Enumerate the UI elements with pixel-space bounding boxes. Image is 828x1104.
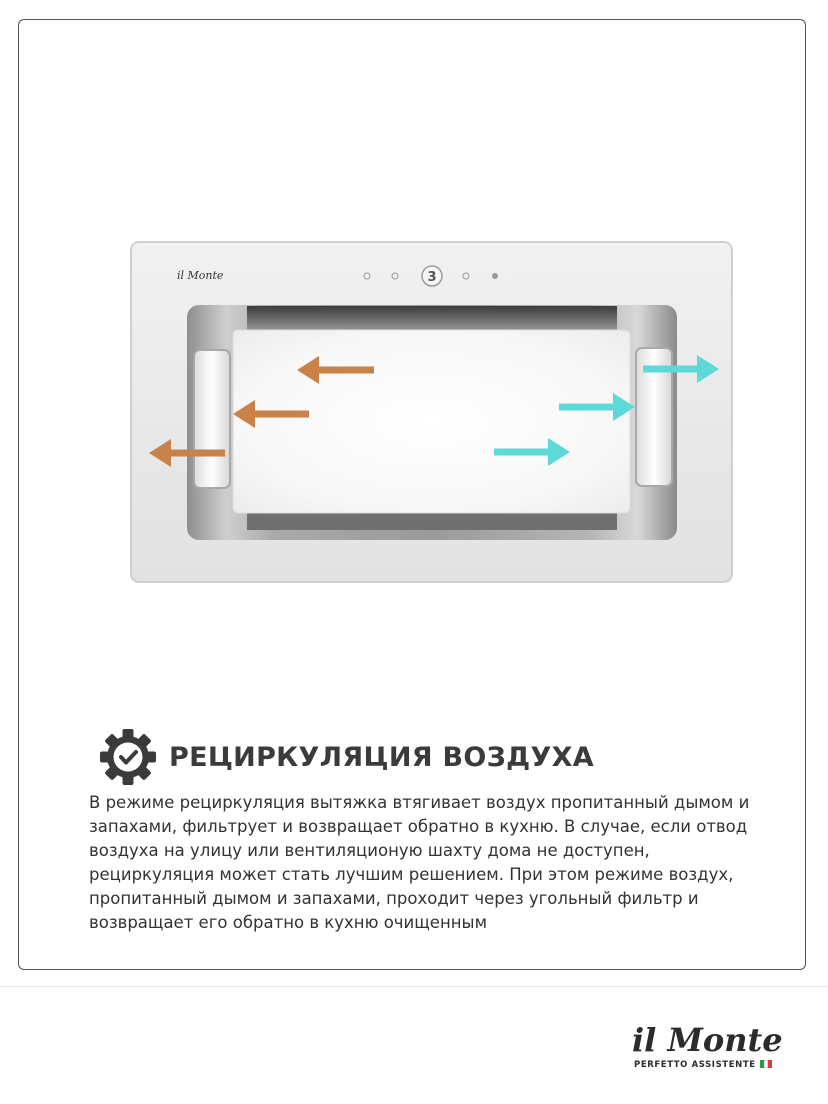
gear-check-icon: [99, 728, 157, 786]
brand-logo-wordmark: il Monte: [632, 1021, 783, 1059]
hood-left-lamp: [194, 350, 230, 488]
feature-description: В режиме рециркуляция вытяжка втягивает воздух пропитанный дымом и запахами, фильтрует и возвращает обратно в кухню. В случае, если отвод воздуха на улицу или вентиляционую шахту дома не доступен, рециркуляция может стать лучшим решением. При этом режиме воздух, пропитанный дымом и запахами, проходит через угольный фильтр и возвращает его обратно в кухню очищенным: [89, 793, 750, 932]
brand-tagline: PERFETTO ASSISTENTE: [634, 1060, 756, 1070]
hood-fan-slot: [247, 306, 617, 332]
hood-fan-slot-bottom: [247, 512, 617, 530]
hood-display-digit: 3: [427, 270, 437, 285]
footer-divider: [0, 986, 828, 987]
feature-title: РЕЦИРКУЛЯЦИЯ ВОЗДУХА: [169, 741, 594, 773]
hood-brand-label: il Monte: [177, 269, 224, 282]
hood-light-button[interactable]: [492, 273, 498, 279]
hood-filter-panel: [233, 330, 630, 513]
product-card: [18, 19, 806, 970]
feature-heading: [99, 727, 594, 787]
brand-logo[interactable]: [628, 1020, 783, 1072]
range-hood-image: [129, 240, 734, 585]
italy-flag-icon: [760, 1060, 772, 1068]
